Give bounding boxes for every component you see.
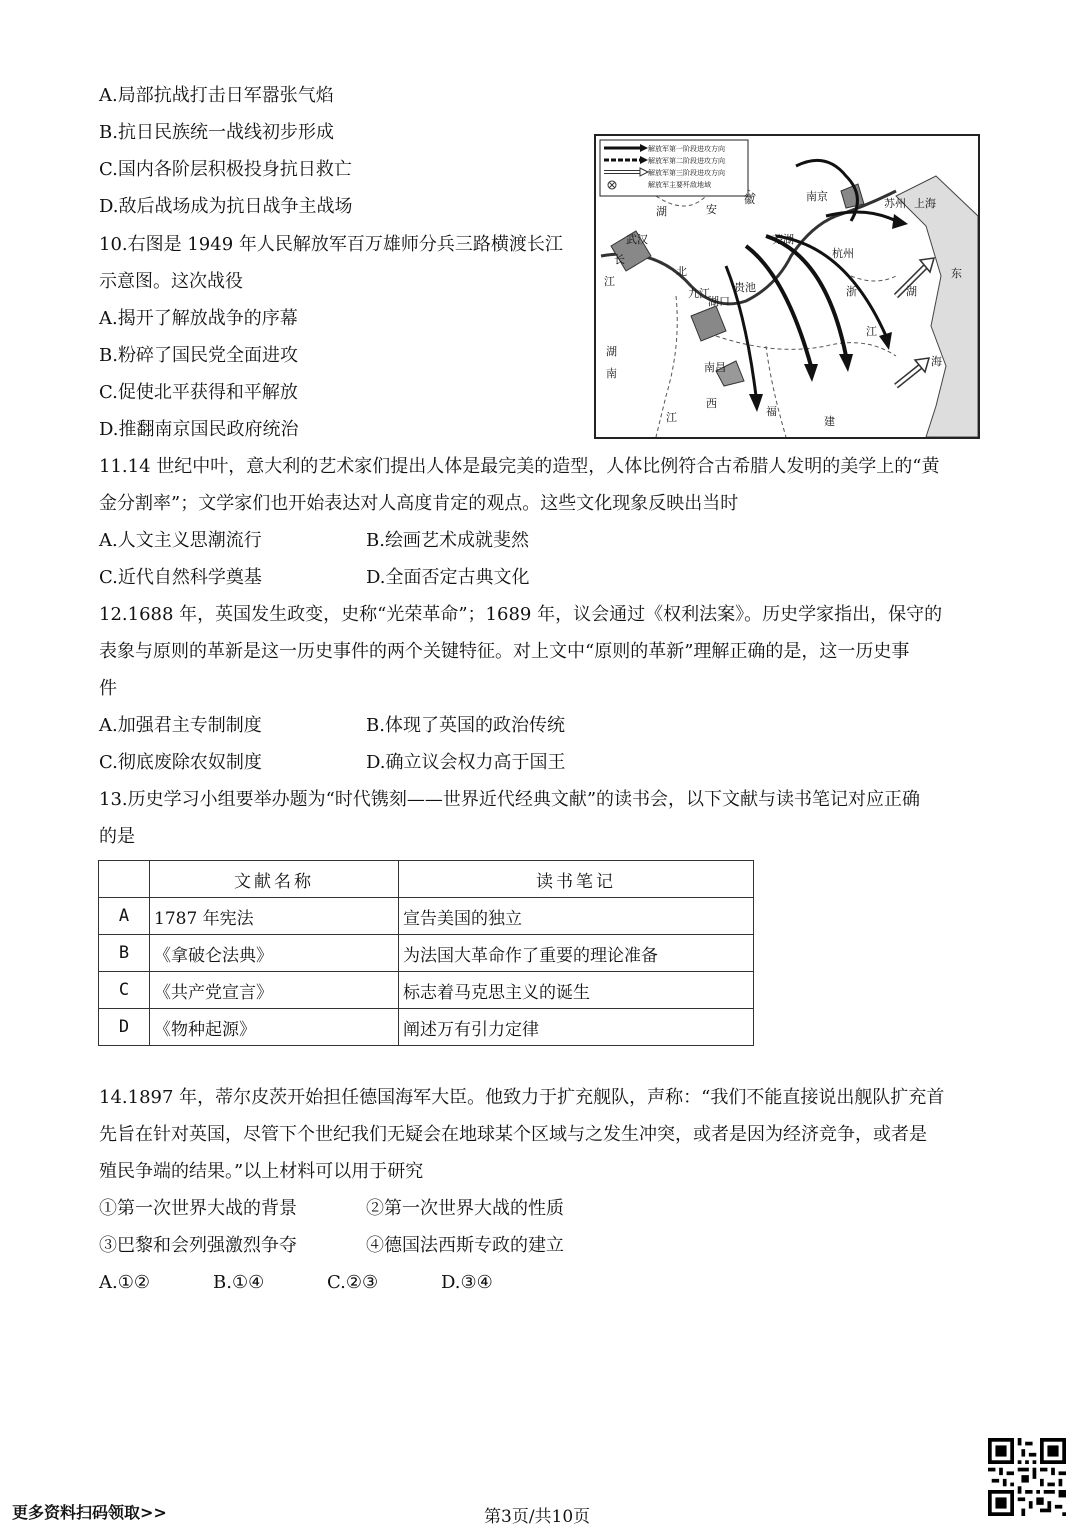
legend-phase2: 解放军第二阶段进攻方向 — [648, 157, 725, 165]
q11-option-a: A.人文主义思潮流行 — [99, 530, 262, 551]
q13-stem-line1: 13.历史学习小组要举办题为“时代镌刻——世界近代经典文献”的读书会，以下文献与读书笔记对应正确 — [99, 789, 921, 810]
q12-stem-line2: 表象与原则的革新是这一历史事件的两个关键特征。对上文中“原则的革新”理解正确的是，这一历史事 — [99, 641, 910, 662]
q10-option-d: D.推翻南京国民政府统治 — [99, 419, 299, 440]
row-label: A — [99, 898, 150, 935]
map-label: 浙 — [846, 285, 857, 298]
q14-option-b: B.①④ — [213, 1272, 265, 1293]
q12-option-b: B.体现了英国的政治传统 — [366, 715, 565, 736]
q14-option-c: C.②③ — [327, 1272, 379, 1293]
q9-option-b: B.抗日民族统一战线初步形成 — [99, 122, 334, 143]
map-label: 东 — [951, 267, 962, 280]
map-label: 南昌 — [704, 361, 726, 374]
q14-item-1: ①第一次世界大战的背景 — [99, 1198, 297, 1219]
map-label: 芜湖 — [772, 233, 794, 246]
header-note: 读书笔记 — [399, 861, 754, 898]
q14-option-d: D.③④ — [441, 1272, 493, 1293]
map-label: 南京 — [806, 190, 828, 203]
row-doc: 《共产党宣言》 — [150, 972, 399, 1009]
table-row — [99, 935, 754, 972]
q14-stem-line2: 先旨在针对英国，尽管下个世纪我们无疑会在地球某个区域与之发生冲突，或者是因为经济竞争，或者是 — [99, 1124, 927, 1145]
q14-item-2: ②第一次世界大战的性质 — [366, 1198, 564, 1219]
map-label: 杭州 — [832, 247, 854, 260]
map-label: 九江 — [688, 287, 710, 300]
q10-stem-line2: 示意图。这次战役 — [99, 271, 243, 292]
q14-stem-line1: 14.1897 年，蒂尔皮茨开始担任德国海军大臣。他致力于扩充舰队，声称：“我们不能直接说出舰队扩充首 — [99, 1087, 945, 1108]
table-row — [99, 1009, 754, 1046]
legend-battle-zone: 解放军主要歼敌地域 — [648, 181, 711, 189]
row-doc: 《物种起源》 — [150, 1009, 399, 1046]
q12-stem-line3: 件 — [99, 678, 117, 699]
row-label: C — [99, 972, 150, 1009]
q10-option-c: C.促使北平获得和平解放 — [99, 382, 298, 403]
row-label: B — [99, 935, 150, 972]
map-label: 武汉 — [626, 233, 648, 246]
map-label: 上海 — [914, 197, 936, 210]
table-header-row — [99, 861, 754, 898]
map-label: 海 — [931, 355, 942, 368]
map-label: 江 — [666, 411, 677, 424]
header-doc-name: 文献名称 — [150, 861, 399, 898]
map-label: 西 — [706, 397, 717, 410]
map-label: 江 — [604, 275, 615, 288]
q11-option-c: C.近代自然科学奠基 — [99, 567, 262, 588]
map-label: 苏州 — [884, 197, 906, 210]
yangtze-crossing-map — [594, 134, 980, 439]
q11-option-b: B.绘画艺术成就斐然 — [366, 530, 529, 551]
q12-option-c: C.彻底废除农奴制度 — [99, 752, 262, 773]
map-label: 北 — [676, 265, 687, 278]
legend-phase3: 解放军第三阶段进攻方向 — [648, 169, 725, 177]
q14-option-a: A.①② — [99, 1272, 150, 1293]
q14-item-4: ④德国法西斯专政的建立 — [366, 1235, 564, 1256]
q12-option-d: D.确立议会权力高于国王 — [366, 752, 566, 773]
map-label: 徽 — [744, 193, 755, 206]
map-label: 建 — [824, 415, 835, 428]
q10-stem-line1: 10.右图是 1949 年人民解放军百万雄师分兵三路横渡长江 — [99, 234, 563, 255]
q12-stem-line1: 12.1688 年，英国发生政变，史称“光荣革命”；1689 年，议会通过《权利法案》。历史学家指出，保守的 — [99, 604, 943, 625]
q12-option-a: A.加强君主专制制度 — [99, 715, 262, 736]
row-doc: 1787 年宪法 — [150, 898, 399, 935]
page-number: 第3页/共10页 — [484, 1507, 591, 1527]
map-label: 长 — [614, 253, 625, 266]
q9-option-c: C.国内各阶层积极投身抗日救亡 — [99, 159, 352, 180]
q14-item-3: ③巴黎和会列强激烈争夺 — [99, 1235, 297, 1256]
q14-stem-line3: 殖民争端的结果。”以上材料可以用于研究 — [99, 1161, 424, 1182]
table-row — [99, 972, 754, 1009]
legend-phase1: 解放军第一阶段进攻方向 — [648, 145, 725, 153]
map-label: 湖口 — [708, 295, 730, 308]
map-label: 江 — [866, 325, 877, 338]
table-row — [99, 898, 754, 935]
row-doc: 《拿破仑法典》 — [150, 935, 399, 972]
row-note: 为法国大革命作了重要的理论准备 — [399, 935, 754, 972]
q13-stem-line2: 的是 — [99, 826, 135, 847]
q9-option-d: D.敌后战场成为抗日战争主战场 — [99, 196, 353, 217]
row-label: D — [99, 1009, 150, 1046]
row-note: 宣告美国的独立 — [399, 898, 754, 935]
q11-stem-line1: 11.14 世纪中叶，意大利的艺术家们提出人体是最完美的造型，人体比例符合古希腊人发明的美学上的“黄 — [99, 456, 940, 477]
q11-stem-line2: 金分割率”；文学家们也开始表达对人高度肯定的观点。这些文化现象反映出当时 — [99, 493, 739, 514]
map-label: 湖 — [656, 205, 667, 218]
map-label: 南 — [606, 367, 617, 380]
row-note: 阐述万有引力定律 — [399, 1009, 754, 1046]
header-empty — [99, 861, 150, 898]
map-label: 贵池 — [734, 281, 756, 294]
map-label: 福 — [766, 405, 777, 418]
q9-option-a: A.局部抗战打击日军嚣张气焰 — [99, 85, 334, 106]
row-note: 标志着马克思主义的诞生 — [399, 972, 754, 1009]
footer-scan-link[interactable]: 更多资料扫码领取>> — [12, 1503, 167, 1522]
q13-table — [98, 860, 754, 1046]
map-label: 湖 — [906, 285, 917, 298]
q10-option-b: B.粉碎了国民党全面进攻 — [99, 345, 298, 366]
q11-option-d: D.全面否定古典文化 — [366, 567, 530, 588]
map-label: 湖 — [606, 345, 617, 358]
q10-option-a: A.揭开了解放战争的序幕 — [99, 308, 298, 329]
map-label: 安 — [706, 203, 717, 216]
qr-code-icon[interactable] — [988, 1438, 1066, 1516]
